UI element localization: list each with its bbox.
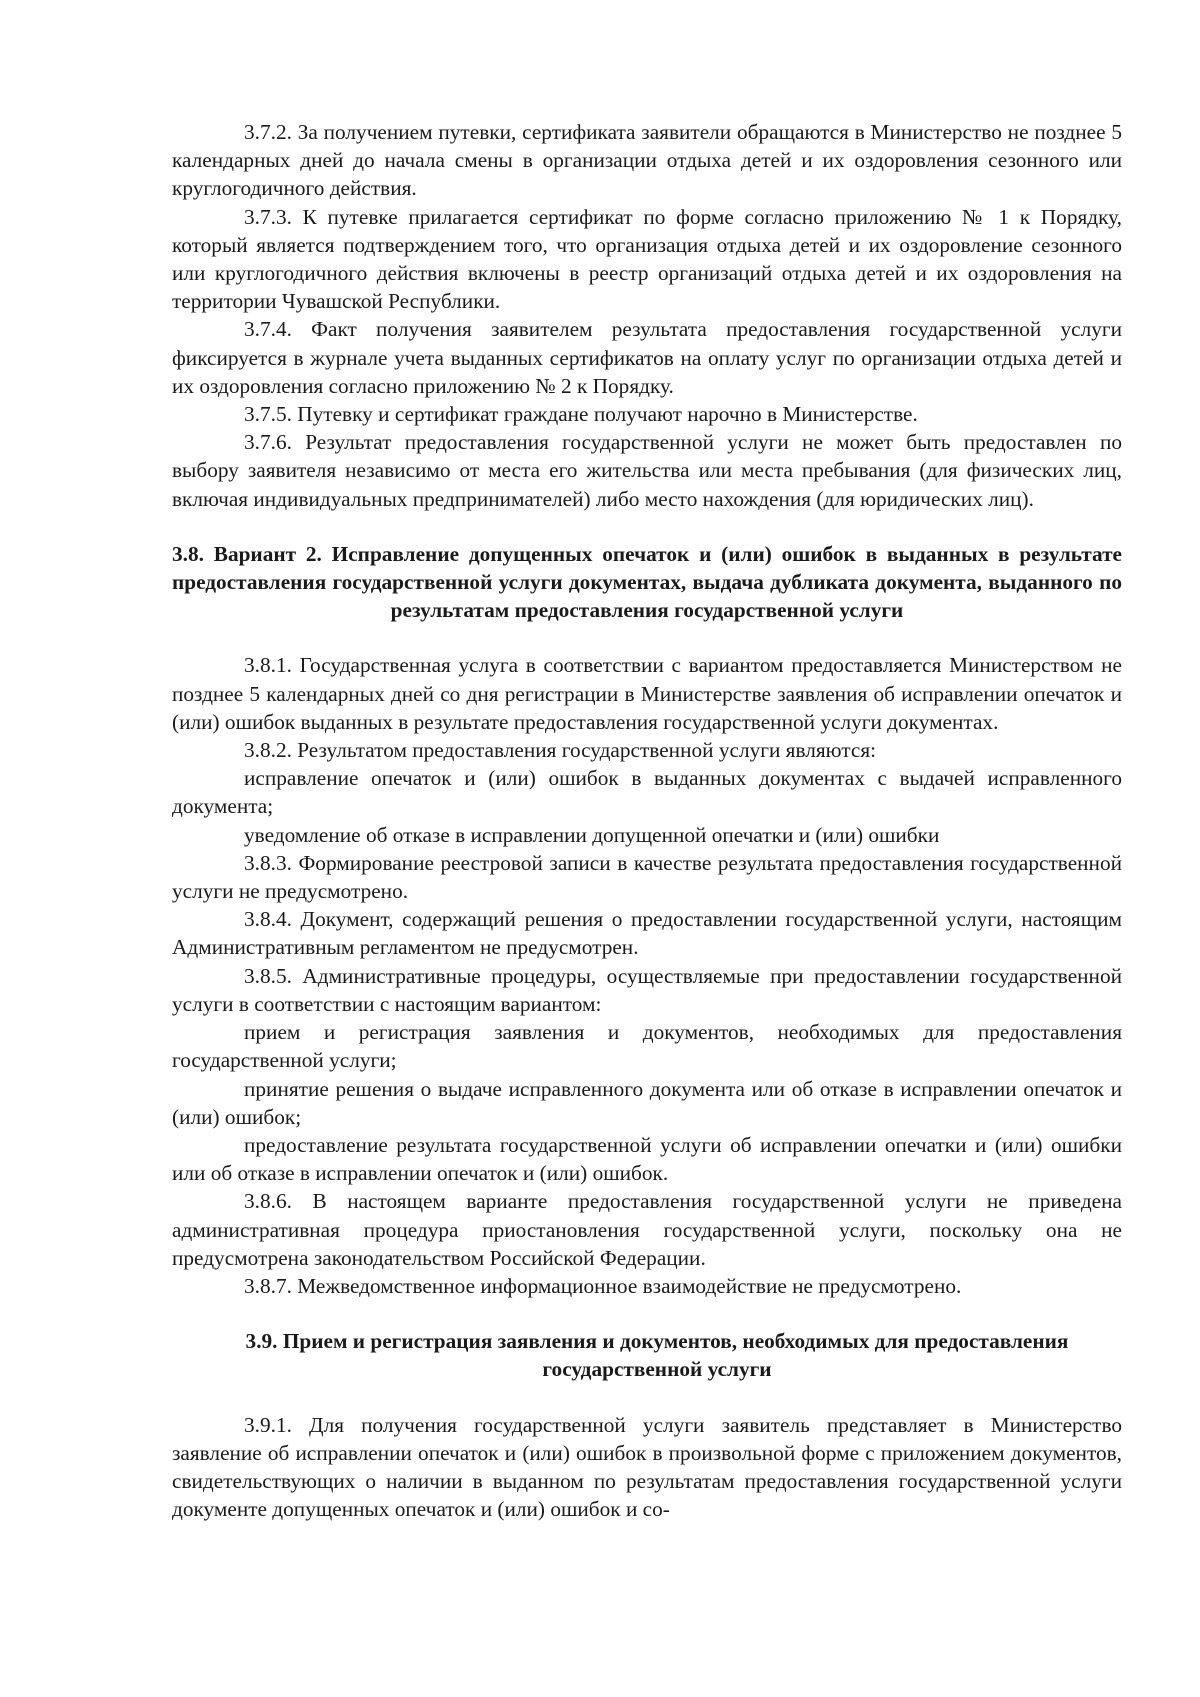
- paragraph-3-9-1: 3.9.1. Для получения государственной услуги заявитель представляет в Министерство заявление об исправлении опечаток и (или) ошибок в произвольной форме с приложением документов, свидетельствующих о наличии в выданном по результатам предоставления государственной услуги документе допущенных опечаток и (или) ошибок и со-: [172, 1412, 1122, 1522]
- section-3-9-body: [172, 1411, 1122, 1524]
- paragraph-3-8-1: 3.8.1. Государственная услуга в соответствии с вариантом предоставляется Министерством не позднее 5 календарных дней со дня регистрации в Министерстве заявления об исправлении опечаток и (или) ошибок выданных в результате предоставления государственной услуги документах.: [172, 653, 1122, 734]
- paragraph-3-8-4: 3.8.4. Документ, содержащий решения о предоставлении государственной услуги, настоящим Административным регламентом не предусмотрен.: [172, 907, 1122, 960]
- document-page: [172, 118, 1122, 1523]
- section-heading-3-8: 3.8. Вариант 2. Исправление допущенных опечаток и (или) ошибок в выданных в результате предоставления государственной услуги документах, выдача дубликата документа, выданного по результатам предоставления государственной услуги: [172, 541, 1122, 623]
- paragraph-3-8-2: 3.8.2. Результатом предоставления государственной услуги являются:: [244, 738, 877, 763]
- list-item: прием и регистрация заявления и документов, необходимых для предоставления государственной услуги;: [172, 1020, 1122, 1073]
- list-item: исправление опечаток и (или) ошибок в выданных документах с выдачей исправленного документа;: [172, 766, 1122, 819]
- list-item: предоставление результата государственной услуги об исправлении опечатки и (или) ошибки или об отказе в исправлении опечаток и (или) ошибок.: [172, 1132, 1122, 1186]
- list-item: принятие решения о выдаче исправленного документа или об отказе в исправлении опечаток и (или) ошибок;: [172, 1076, 1122, 1129]
- paragraph-3-8-5: 3.8.5. Административные процедуры, осуществляемые при предоставлении государственной услуги в соответствии с настоящим вариантом:: [172, 963, 1122, 1016]
- paragraph-3-8-7: 3.8.7. Межведомственное информационное взаимодействие не предусмотрено.: [244, 1273, 962, 1298]
- paragraph-3-7-5: 3.7.5. Путевку и сертификат граждане получают нарочно в Министерстве.: [244, 402, 918, 427]
- list-item: уведомление об отказе в исправлении допущенной опечатки и (или) ошибки: [244, 822, 940, 847]
- section-3-7-continuation: [172, 118, 1122, 513]
- section-heading-3-9: 3.9. Прием и регистрация заявления и документов, необходимых для предоставления государственной услуги: [245, 1329, 1069, 1382]
- section-3-8-body: [172, 651, 1122, 1300]
- paragraph-3-7-3: 3.7.3. К путевке прилагается сертификат по форме согласно приложению № 1 к Порядку, который является подтверждением того, что организация отдыха детей и их оздоровление сезонного или круглогодичного действия включены в реестр организаций отдыха детей и их оздоровления на территории Чувашской Республики.: [172, 204, 1122, 314]
- paragraph-3-8-3: 3.8.3. Формирование реестровой записи в качестве результата предоставления государственной услуги не предусмотрено.: [172, 850, 1122, 904]
- paragraph-3-7-2: 3.7.2. За получением путевки, сертификата заявители обращаются в Министерство не позднее 5 календарных дней до начала смены в организации отдыха детей и их оздоровления сезонного или круглогодичного действия.: [172, 120, 1122, 201]
- paragraph-3-7-6: 3.7.6. Результат предоставления государственной услуги не может быть предоставлен по выбору заявителя независимо от места его жительства или места пребывания (для физических лиц, включая индивидуальных предпринимателей) либо место нахождения (для юридических лиц).: [172, 430, 1122, 511]
- paragraph-3-7-4: 3.7.4. Факт получения заявителем результата предоставления государственной услуги фиксируется в журнале учета выданных сертификатов на оплату услуг по организации отдыха детей и их оздоровления согласно приложению № 2 к Порядку.: [172, 317, 1122, 398]
- paragraph-3-8-6: 3.8.6. В настоящем варианте предоставления государственной услуги не приведена административная процедура приостановления государственной услуги, поскольку она не предусмотрена законодательством Российской Федерации.: [172, 1189, 1122, 1270]
